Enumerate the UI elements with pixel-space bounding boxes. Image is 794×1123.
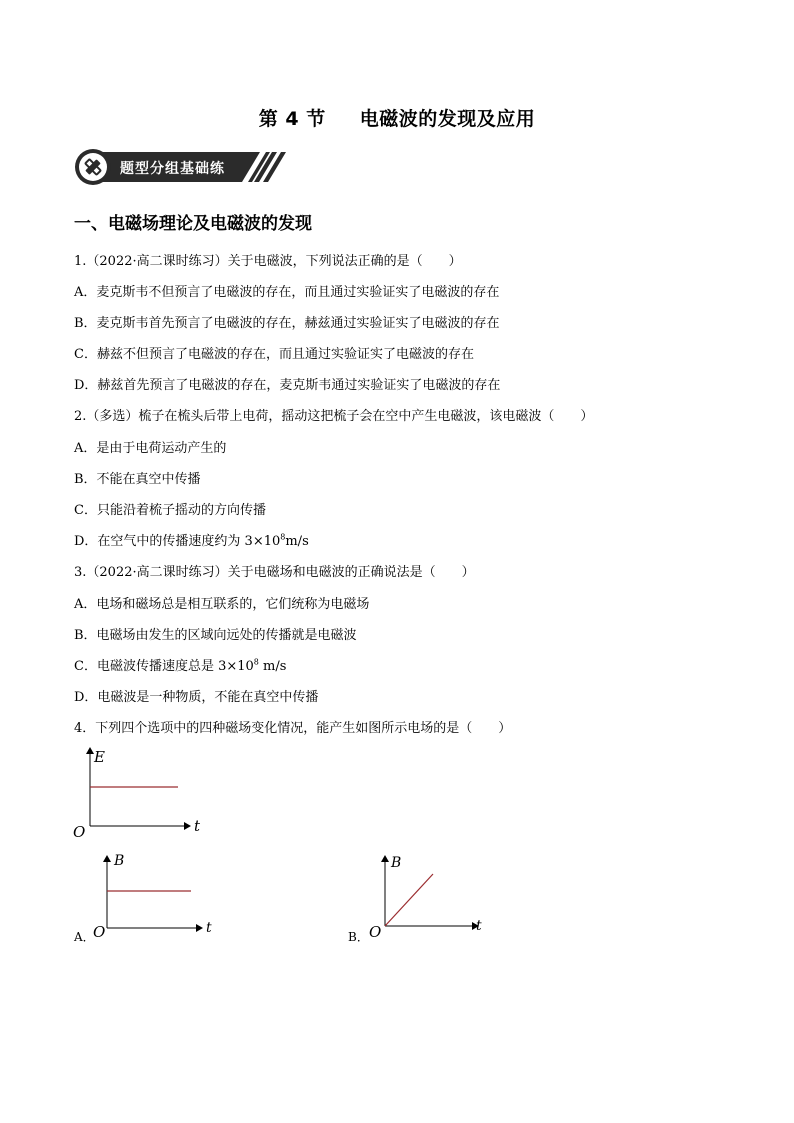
- exercise-banner: [74, 148, 286, 186]
- section-number: 第 4 节: [258, 108, 326, 130]
- q4-option-a-label: A．: [74, 930, 95, 944]
- puzzle-icon: [85, 159, 101, 175]
- q3-option-b: B．电磁场由发生的区域向远处的传播就是电磁波: [74, 628, 357, 643]
- q1-option-b: B．麦克斯韦首先预言了电磁波的存在，赫兹通过实验证实了电磁波的存在: [74, 316, 500, 331]
- q3-stem: 3.（2022·高二课时练习）关于电磁场和电磁波的正确说法是（ ）: [74, 565, 475, 580]
- y-axis-label: B: [391, 855, 402, 871]
- x-axis-label: t: [476, 918, 482, 934]
- section-heading: 一、电磁场理论及电磁波的发现: [74, 214, 312, 234]
- q2-option-b: B．不能在真空中传播: [74, 472, 201, 487]
- y-axis-label: B: [114, 853, 125, 869]
- q4-option-a-graph: [90, 850, 220, 942]
- q1-option-c: C．赫兹不但预言了电磁波的存在，而且通过实验证实了电磁波的存在: [74, 347, 474, 362]
- q2-stem: 2.（多选）梳子在梳头后带上电荷，摇动这把梳子会在空中产生电磁波，该电磁波（ ）: [74, 409, 594, 424]
- x-axis-label: t: [206, 920, 212, 936]
- q2-option-c: C．只能沿着梳子摇动的方向传播: [74, 503, 266, 518]
- q4-e-field-graph: [70, 744, 210, 840]
- banner-label: 题型分组基础练: [120, 161, 225, 177]
- origin-label: O: [73, 823, 86, 840]
- x-axis-label: t: [194, 817, 201, 835]
- q2-d-exponent: 8: [280, 532, 286, 542]
- y-axis-label: E: [94, 748, 105, 766]
- q3-option-a: A．电场和磁场总是相互联系的，它们统称为电磁场: [74, 597, 370, 612]
- q1-option-a: A．麦克斯韦不但预言了电磁波的存在，而且通过实验证实了电磁波的存在: [74, 285, 500, 300]
- q2-option-a: A．是由于电荷运动产生的: [74, 441, 227, 456]
- q1-option-d: D．赫兹首先预言了电磁波的存在，麦克斯韦通过实验证实了电磁波的存在: [74, 378, 501, 393]
- q3-c-unit: m/s: [258, 659, 287, 674]
- q1-stem: 1.（2022·高二课时练习）关于电磁波，下列说法正确的是（ ）: [74, 254, 462, 269]
- q4-stem: 4．下列四个选项中的四种磁场变化情况，能产生如图所示电场的是（ ）: [74, 721, 512, 736]
- origin-label: O: [93, 923, 106, 941]
- page-title: [0, 104, 794, 131]
- q3-option-d: D．电磁波是一种物质，不能在真空中传播: [74, 690, 319, 705]
- q3-option-c: [74, 655, 286, 674]
- q2-d-text: D．在空气中的传播速度约为 3×10: [74, 534, 281, 549]
- q4-option-b-label: B．: [348, 930, 369, 944]
- q4-option-b-graph: [366, 850, 496, 942]
- origin-label: O: [369, 923, 382, 941]
- q3-c-text: C．电磁波传播速度总是 3×10: [74, 659, 254, 674]
- q2-option-d: [74, 530, 309, 549]
- q3-c-exponent: 8: [253, 657, 259, 667]
- q2-d-unit: m/s: [285, 534, 309, 549]
- b-curve: [385, 874, 433, 926]
- section-name: 电磁波的发现及应用: [359, 108, 536, 130]
